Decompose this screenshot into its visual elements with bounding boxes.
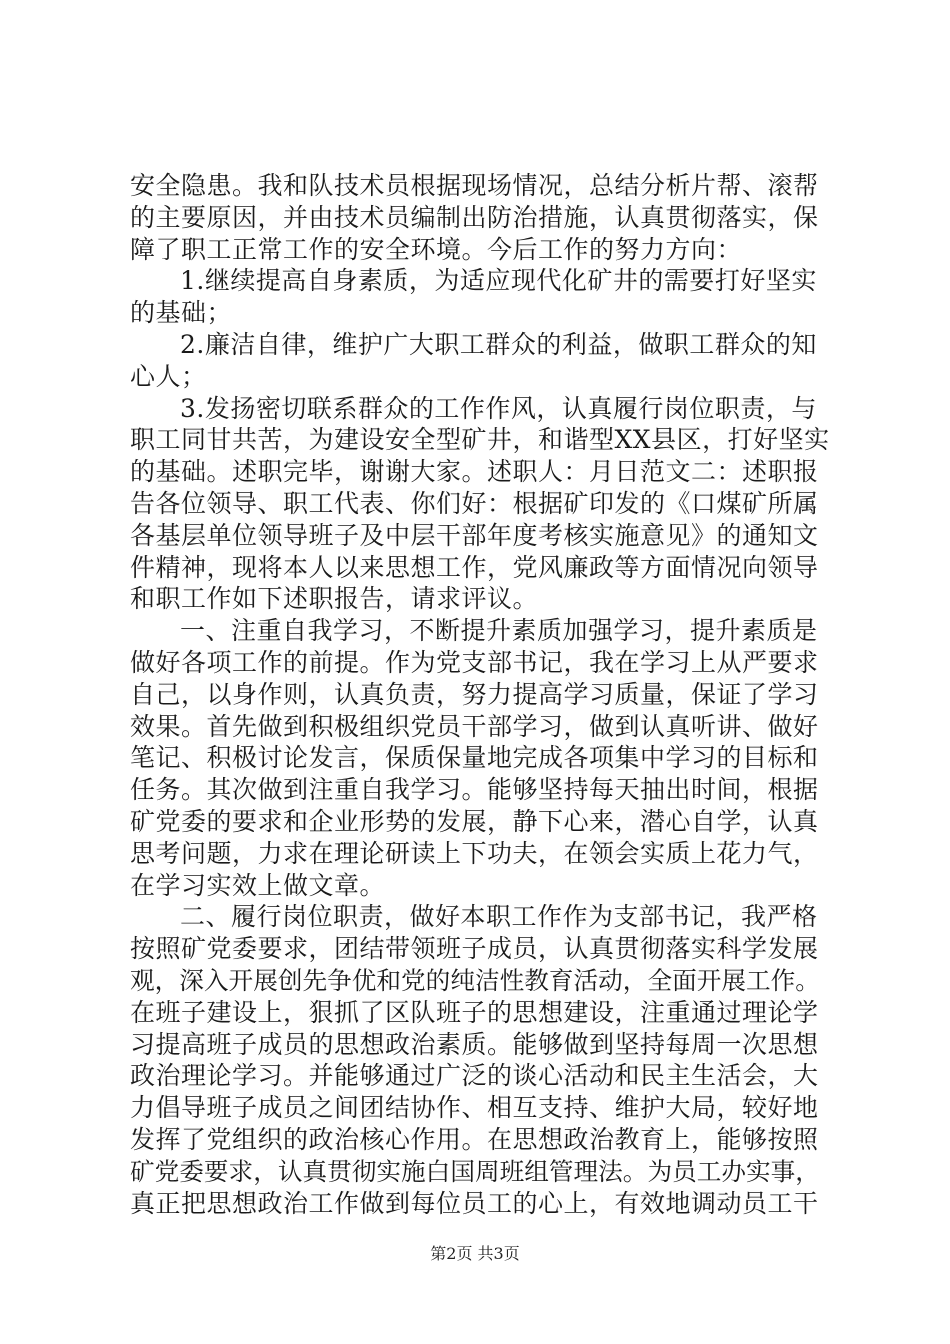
text-line: 真正把思想政治工作做到每位员工的心上，有效地调动员工干	[130, 1188, 819, 1218]
list-item-2-line: 2.廉洁自律，维护广大职工群众的利益，做职工群众的知	[180, 329, 817, 359]
text-line: 和职工作如下述职报告，请求评议。	[130, 584, 539, 614]
text-line: 思考问题，力求在理论研读上下功夫，在领会实质上花力气，	[130, 838, 819, 868]
text-line: 在班子建设上，狠抓了区队班子的思想建设，注重通过理论学	[130, 997, 819, 1027]
text-line: 力倡导班子成员之间团结协作、相互支持、维护大局，较好地	[130, 1093, 819, 1123]
text-line: 习提高班子成员的思想政治素质。能够做到坚持每周一次思想	[130, 1029, 819, 1059]
text-line: 的基础。述职完毕，谢谢大家。述职人：月日范文二：述职报	[130, 457, 819, 487]
text-line: 件精神，现将本人以来思想工作，党风廉政等方面情况向领导	[130, 552, 819, 582]
text-line: 效果。首先做到积极组织党员干部学习，做到认真听讲、做好	[130, 711, 819, 741]
text-line: 发挥了党组织的政治核心作用。在思想政治教育上，能够按照	[130, 1124, 819, 1154]
document-body	[130, 170, 834, 1219]
text-line: 笔记、积极讨论发言，保质保量地完成各项集中学习的目标和	[130, 743, 819, 773]
text-line: 任务。其次做到注重自我学习。能够坚持每天抽出时间，根据	[130, 775, 819, 805]
text-line: 障了职工正常工作的安全环境。今后工作的努力方向：	[130, 234, 743, 264]
text-line: 做好各项工作的前提。作为党支部书记，我在学习上从严要求	[130, 647, 819, 677]
section-one-heading-line: 一、注重自我学习，不断提升素质加强学习，提升素质是	[180, 616, 818, 646]
text-line: 矿党委的要求和企业形势的发展，静下心来，潜心自学，认真	[130, 806, 819, 836]
text-line: 安全隐患。我和队技术员根据现场情况，总结分析片帮、滚帮	[130, 171, 819, 200]
text-line: 的基础；	[130, 298, 233, 328]
page-number-footer: 第2页 共3页	[430, 1244, 520, 1263]
text-line: 按照矿党委要求，团结带领班子成员，认真贯彻落实科学发展	[130, 934, 819, 964]
text-line: 自己，以身作则，认真负责，努力提高学习质量，保证了学习	[130, 679, 819, 709]
text-line: 各基层单位领导班子及中层干部年度考核实施意见》的通知文	[130, 520, 819, 550]
text-line: 矿党委要求，认真贯彻实施白国周班组管理法。为员工办实事，	[130, 1156, 820, 1186]
text-line: 心人；	[130, 361, 207, 391]
text-line: 政治理论学习。并能够通过广泛的谈心活动和民主生活会，大	[130, 1061, 819, 1091]
text-line: 在学习实效上做文章。	[130, 870, 386, 900]
section-two-heading-line: 二、履行岗位职责，做好本职工作作为支部书记，我严格	[180, 902, 818, 932]
text-line: 职工同甘共苦，为建设安全型矿井，和谐型XX县区，打好坚实	[130, 425, 830, 455]
text-line: 的主要原因，并由技术员编制出防治措施，认真贯彻落实，保	[130, 202, 819, 232]
list-item-1-line: 1.继续提高自身素质，为适应现代化矿井的需要打好坚实	[180, 266, 817, 296]
text-line: 告各位领导、职工代表、你们好：根据矿印发的《口煤矿所属	[130, 488, 819, 518]
list-item-3-line: 3.发扬密切联系群众的工作作风，认真履行岗位职责，与	[180, 393, 817, 423]
text-line: 观，深入开展创先争优和党的纯洁性教育活动，全面开展工作。	[130, 965, 820, 995]
